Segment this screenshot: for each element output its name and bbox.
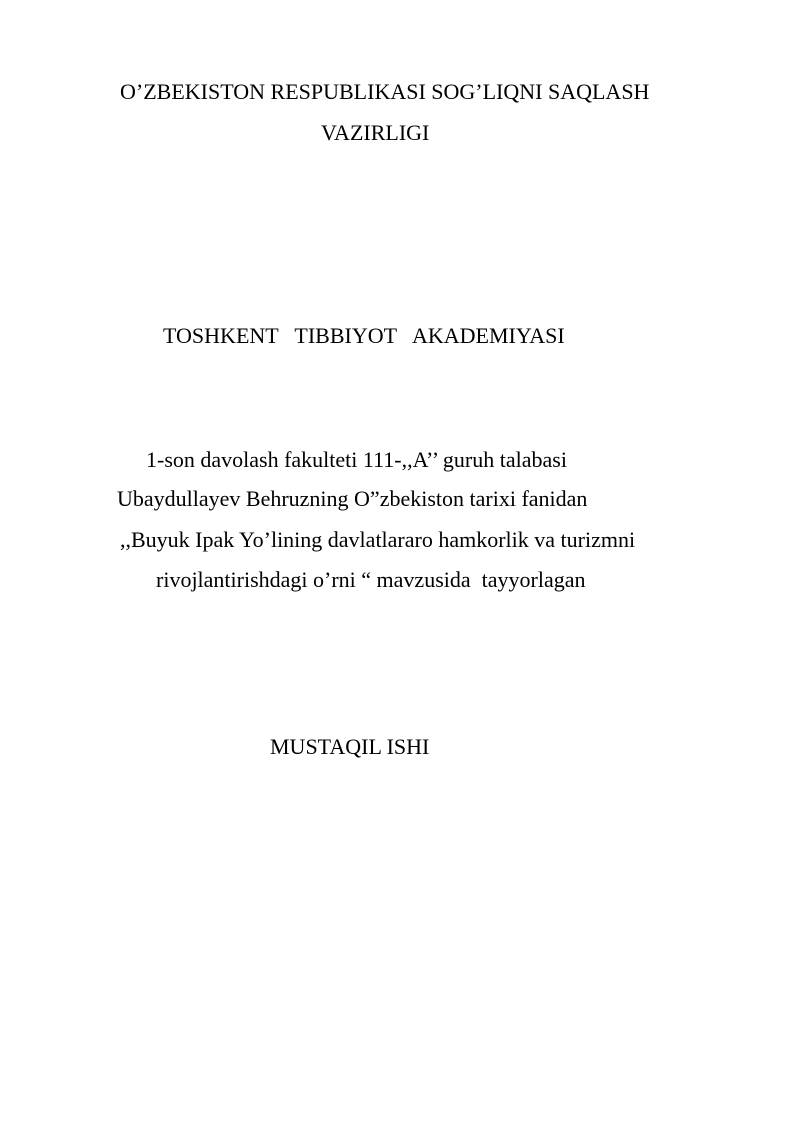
description-line-1: 1-son davolash fakulteti 111-,,A’’ guruh talabasi bbox=[146, 447, 567, 472]
academy-title: TOSHKENT TIBBIYOT AKADEMIYASI bbox=[163, 323, 565, 348]
description-line-2: Ubaydullayev Behruzning O”zbekiston tarixi fanidan bbox=[117, 486, 588, 511]
description-line-3: ,,Buyuk Ipak Yo’lining davlatlararo hamkorlik va turizmni bbox=[120, 527, 636, 552]
ministry-title-line-2: VAZIRLIGI bbox=[321, 120, 430, 145]
work-type-title: MUSTAQIL ISHI bbox=[270, 734, 430, 759]
ministry-title-line-1: O’ZBEKISTON RESPUBLIKASI SOG’LIQNI SAQLASH bbox=[120, 79, 650, 104]
description-line-4: rivojlantirishdagi o’rni “ mavzusida tayyorlagan bbox=[156, 567, 586, 592]
